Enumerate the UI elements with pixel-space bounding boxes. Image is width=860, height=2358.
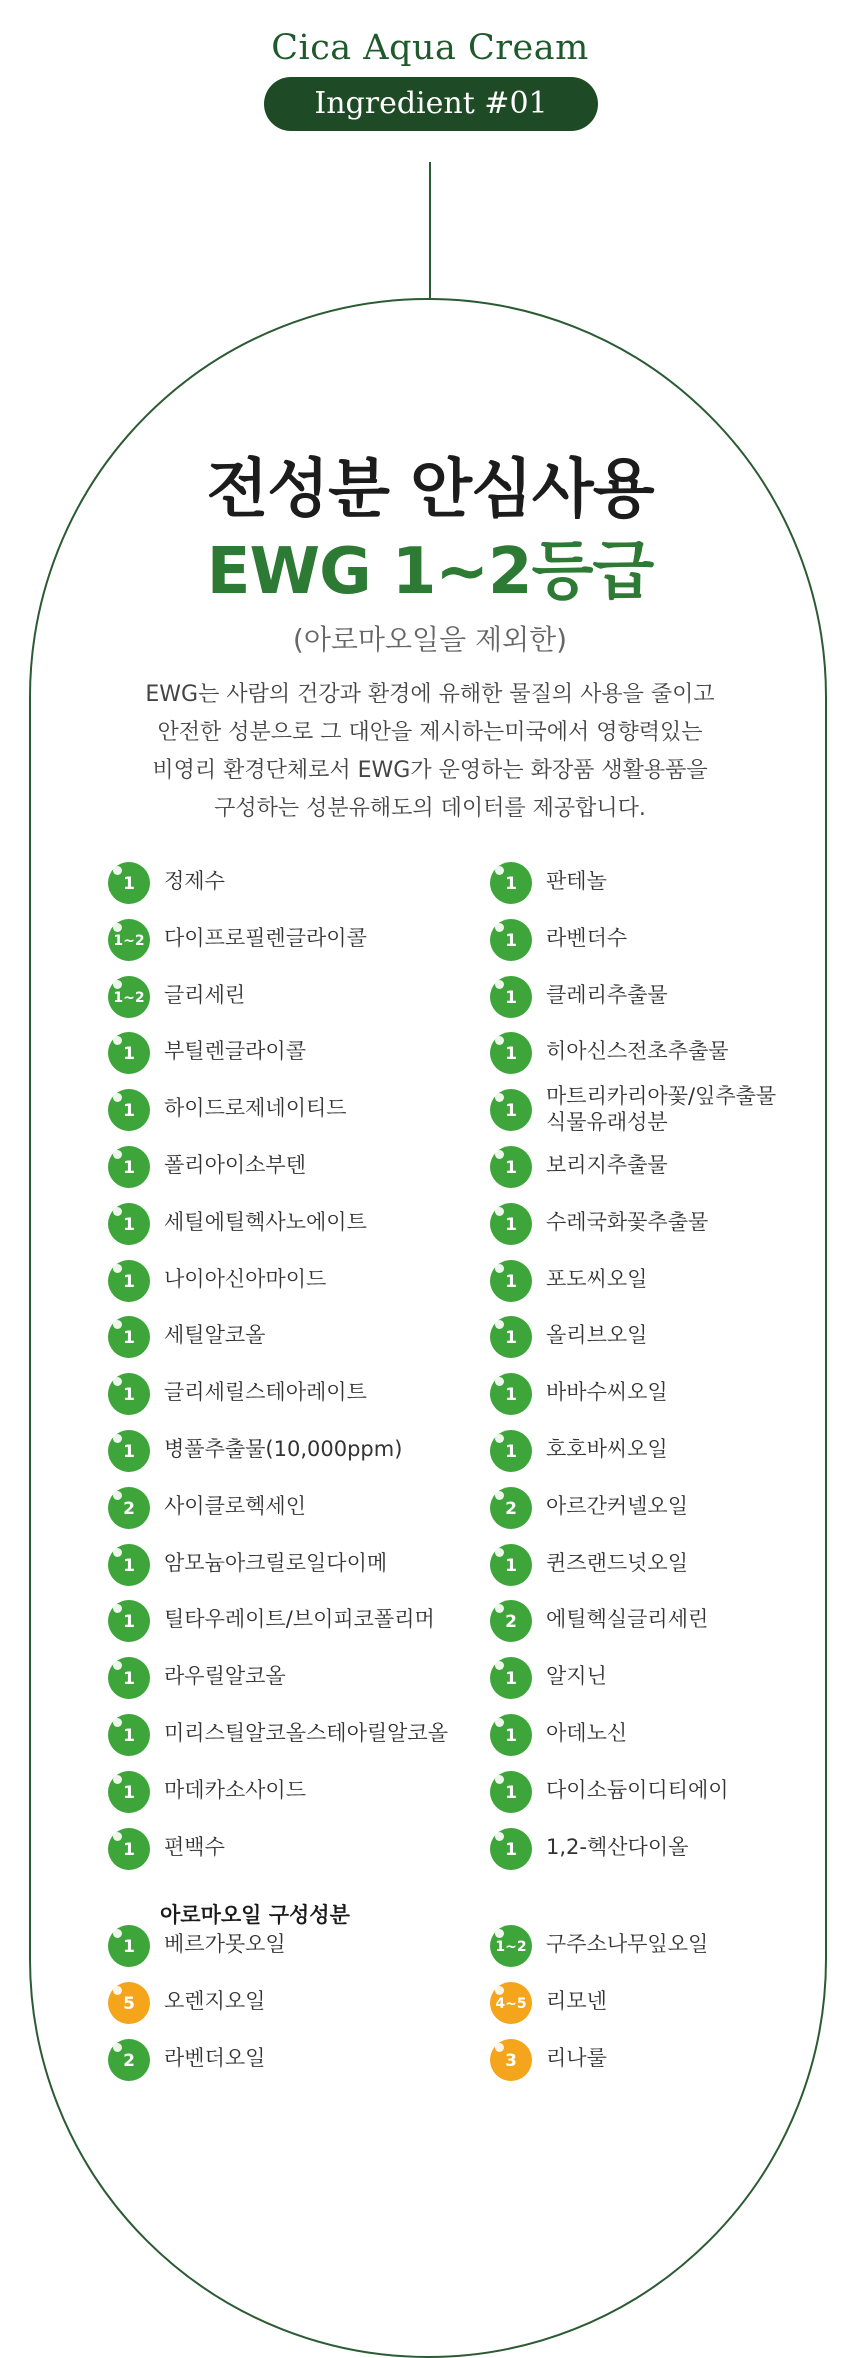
ingredient-name: 아르간커넬오일 <box>546 1493 689 1518</box>
ingredient-item <box>108 1978 428 2035</box>
ewg-grade-badge: 1 <box>108 1203 150 1245</box>
ingredient-list-left <box>108 858 449 1880</box>
ewg-grade-badge: 1 <box>490 1828 532 1870</box>
ingredient-name: 알지닌 <box>546 1664 607 1689</box>
ewg-grade-badge: 1 <box>490 1089 532 1131</box>
ingredient-name: 세틸알코올 <box>164 1323 266 1348</box>
ingredient-name: 미리스틸알코올스테아릴알코올 <box>164 1720 449 1745</box>
ingredient-item <box>490 1767 810 1824</box>
ingredient-name: 보리지추출물 <box>546 1152 668 1177</box>
ingredient-name: 오렌지오일 <box>164 1988 266 2013</box>
headline-main: 전성분 안심사용 <box>206 453 654 527</box>
aroma-section-title: 아로마오일 구성성분 <box>160 1903 350 1927</box>
ewg-grade-badge: 2 <box>490 1487 532 1529</box>
ewg-grade-badge: 1 <box>490 1260 532 1302</box>
ingredient-name: 판테놀 <box>546 869 607 893</box>
ingredient-item <box>108 1653 428 1710</box>
ewg-grade-badge: 1~2 <box>490 1925 532 1967</box>
ingredient-item <box>490 1653 810 1710</box>
description-line: 비영리 환경단체로서 EWG가 운영하는 화장품 생활용품을 <box>152 758 708 783</box>
ingredient-name: 하이드로제네이티드 <box>164 1096 347 1121</box>
ingredient-name: 글리세릴스테아레이트 <box>164 1380 367 1405</box>
ingredient-item <box>108 1483 428 1540</box>
ingredient-item <box>490 858 810 915</box>
ingredient-name: 폴리아이소부텐 <box>164 1152 307 1177</box>
ingredient-item <box>490 1369 810 1426</box>
ingredient-item <box>490 915 810 972</box>
ewg-grade-badge: 1 <box>490 1657 532 1699</box>
ingredient-name: 클레리추출물 <box>546 982 668 1007</box>
ingredient-item <box>490 1824 810 1881</box>
ingredient-name: 라우릴알코올 <box>164 1664 286 1689</box>
ingredient-name: 리모넨 <box>546 1988 607 2013</box>
ewg-grade-badge: 1 <box>108 1316 150 1358</box>
ingredient-name: 베르가못오일 <box>164 1932 286 1956</box>
ingredient-item <box>490 1426 810 1483</box>
ingredient-name: 마트리카리아꽃/잎추출물 식물유래성분 <box>546 1084 777 1135</box>
ingredient-item <box>490 972 810 1029</box>
ingredient-name: 마데카소사이드 <box>164 1777 307 1802</box>
ewg-grade-badge: 1 <box>490 976 532 1018</box>
ewg-grade-badge: 1 <box>108 1657 150 1699</box>
aroma-list-left <box>108 1921 428 2091</box>
ingredient-name: 세틸에틸헥사노에이트 <box>164 1209 367 1234</box>
ingredient-item <box>108 1596 435 1653</box>
ewg-grade-badge: 1~2 <box>108 976 150 1018</box>
ewg-grade-badge: 1 <box>108 1828 150 1870</box>
description-line: EWG는 사람의 건강과 환경에 유해한 물질의 사용을 줄이고 <box>145 682 715 707</box>
ewg-grade-badge: 1 <box>108 1771 150 1813</box>
ingredient-item <box>490 1921 810 1978</box>
ingredient-item <box>490 1312 810 1369</box>
ewg-grade-badge: 1 <box>490 862 532 904</box>
ewg-grade-badge: 2 <box>490 1600 532 1642</box>
ingredient-name: 퀸즈랜드넛오일 <box>546 1550 689 1575</box>
ingredient-name: 수레국화꽃추출물 <box>546 1209 709 1234</box>
ingredient-name: 암모늄아크릴로일다이메 <box>164 1550 388 1575</box>
ewg-grade-badge: 1 <box>490 1714 532 1756</box>
ewg-grade-badge: 1 <box>108 1544 150 1586</box>
ewg-grade-badge: 1 <box>108 1714 150 1756</box>
ingredient-label-pill: Ingredient #01 <box>264 77 598 131</box>
ingredient-item <box>490 1978 810 2035</box>
ingredient-name: 바바수씨오일 <box>546 1380 668 1405</box>
description-line: 구성하는 성분유해도의 데이터를 제공합니다. <box>214 796 646 821</box>
ingredient-item <box>490 1199 810 1256</box>
ingredient-name: 다이소듐이디티에이 <box>546 1777 729 1802</box>
ewg-grade-badge: 5 <box>108 1982 150 2024</box>
ewg-grade-badge: 1 <box>108 1146 150 1188</box>
ewg-grade-badge: 1 <box>490 1203 532 1245</box>
ewg-grade-badge: 1 <box>108 1032 150 1074</box>
ingredient-name: 라벤더오일 <box>164 2045 266 2070</box>
ewg-grade-badge: 1 <box>490 1146 532 1188</box>
ingredient-item <box>108 1767 428 1824</box>
ewg-grade-badge: 1 <box>108 1430 150 1472</box>
ewg-grade-badge: 1 <box>108 862 150 904</box>
ingredient-item <box>108 1921 428 1978</box>
ingredient-name: 히아신스전초추출물 <box>546 1039 729 1064</box>
ewg-grade-badge: 1 <box>490 1373 532 1415</box>
ingredient-name: 다이프로필렌글라이콜 <box>164 925 367 950</box>
ewg-grade-badge: 1 <box>108 1089 150 1131</box>
ingredient-item <box>108 858 428 915</box>
ingredient-item <box>108 1199 428 1256</box>
ewg-grade-badge: 1 <box>490 1430 532 1472</box>
ingredient-name: 1,2-헥산다이올 <box>546 1834 689 1859</box>
ingredient-name: 글리세린 <box>164 982 246 1007</box>
ingredient-name: 사이클로헥세인 <box>164 1493 307 1518</box>
ingredient-name: 포도씨오일 <box>546 1266 648 1291</box>
ingredient-item <box>490 1256 810 1313</box>
ingredient-name: 리나룰 <box>546 2045 607 2070</box>
ingredient-item <box>490 1483 810 1540</box>
ingredient-item <box>490 1540 810 1597</box>
ingredient-item <box>490 1028 810 1085</box>
ingredient-name: 편백수 <box>164 1834 225 1859</box>
ingredient-name: 라벤더수 <box>546 925 628 950</box>
ingredient-item <box>490 1596 810 1653</box>
aroma-list-right <box>490 1921 810 2091</box>
ewg-grade-badge: 1 <box>490 919 532 961</box>
ingredient-item <box>108 1369 428 1426</box>
ingredient-list-right <box>490 858 810 1880</box>
ingredient-name: 병풀추출물(10,000ppm) <box>164 1436 403 1461</box>
ingredient-item <box>490 1085 810 1142</box>
ingredient-name: 구주소나무잎오일 <box>546 1932 709 1956</box>
connector-line <box>429 162 431 298</box>
ewg-grade-badge: 2 <box>108 1487 150 1529</box>
ingredient-item <box>490 1710 810 1767</box>
ingredient-item <box>108 1540 428 1597</box>
ingredient-name: 아데노신 <box>546 1720 628 1745</box>
headline-ewg-grade: EWG 1~2등급 <box>206 535 654 609</box>
ewg-grade-badge: 1 <box>490 1771 532 1813</box>
ewg-grade-badge: 1 <box>108 1925 150 1967</box>
ewg-grade-badge: 1~2 <box>108 919 150 961</box>
ingredient-item <box>108 915 428 972</box>
ingredient-name: 에틸헥실글리세린 <box>546 1607 709 1632</box>
ingredient-name: 나이아신아마이드 <box>164 1266 327 1291</box>
ingredient-item <box>490 1142 810 1199</box>
ewg-grade-badge: 1 <box>108 1600 150 1642</box>
ewg-grade-badge: 1 <box>108 1260 150 1302</box>
ingredient-item <box>108 1256 428 1313</box>
ewg-grade-badge: 2 <box>108 2039 150 2081</box>
ingredient-name: 올리브오일 <box>546 1323 648 1348</box>
ingredient-name: 부틸렌글라이콜 <box>164 1039 307 1064</box>
ingredient-item <box>108 972 428 1029</box>
ingredient-item <box>108 2035 428 2092</box>
description-line: 안전한 성분으로 그 대안을 제시하는미국에서 영향력있는 <box>157 720 703 745</box>
ingredient-name: 정제수 <box>164 869 225 893</box>
ingredient-item <box>108 1028 428 1085</box>
ewg-grade-badge: 4~5 <box>490 1982 532 2024</box>
ewg-grade-badge: 3 <box>490 2039 532 2081</box>
ingredient-item <box>490 2035 810 2092</box>
ewg-grade-badge: 1 <box>490 1032 532 1074</box>
headline-note: (아로마오일을 제외한) <box>292 623 568 656</box>
ingredient-name: 호호바씨오일 <box>546 1436 668 1461</box>
ingredient-item <box>108 1710 449 1767</box>
ewg-grade-badge: 1 <box>490 1316 532 1358</box>
ewg-grade-badge: 1 <box>108 1373 150 1415</box>
ingredient-item <box>108 1824 428 1881</box>
ingredient-item <box>108 1312 428 1369</box>
ewg-grade-badge: 1 <box>490 1544 532 1586</box>
ingredient-name: 틸타우레이트/브이피코폴리머 <box>164 1607 435 1632</box>
ingredient-item <box>108 1085 428 1142</box>
ewg-description <box>80 676 780 828</box>
ingredient-item <box>108 1426 428 1483</box>
ingredient-item <box>108 1142 428 1199</box>
product-title: Cica Aqua Cream <box>271 28 589 68</box>
